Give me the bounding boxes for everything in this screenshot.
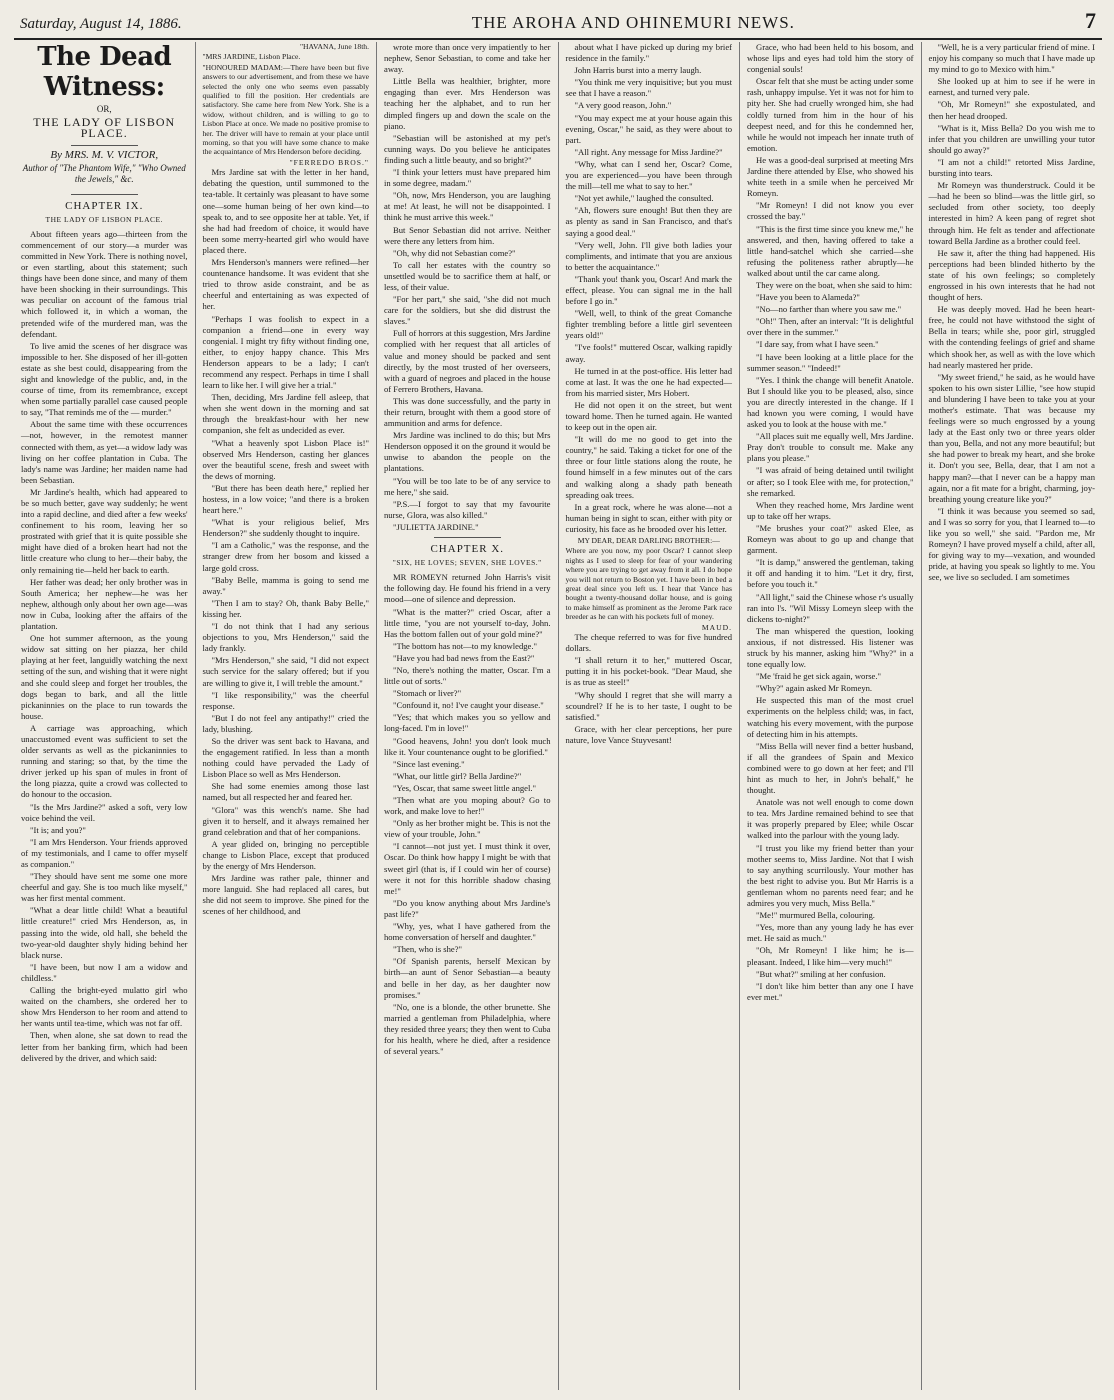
paragraph: "Why, what can I send her, Oscar? Come, you are experienced—you have been through the mill—tell me what to say to her.": [565, 158, 732, 192]
paragraph: He saw it, after the thing had happened. His perceptions had been blinded hitherto by the state of his own feelings; so completely engrossed in his own interests that he had not thought of hers.: [928, 247, 1095, 303]
paragraph: She had some enemies among those last named, but all respected her and feared her.: [202, 781, 369, 803]
paragraph: "Stomach or liver?": [393, 688, 462, 699]
paragraph: "All places suit me equally well, Mrs Jardine. Pray don't trouble to consult me. Make any plans you please.": [747, 431, 914, 464]
story-subtitle: THE LADY OF LISBON PLACE.: [33, 115, 176, 141]
paragraph: "But what?" smiling at her confusion.: [756, 968, 886, 979]
paragraph: Then, deciding, Mrs Jardine fell asleep, that when she went down in the morning and sat through the breakfast-hour with her new companion, she felt as undecided as ever.: [202, 392, 369, 436]
chapter-subheading: THE LADY OF LISBON PLACE.: [45, 214, 163, 224]
paragraph: Oscar felt that she must be acting under some rash, unhappy impulse. Yet it was not for him to pity her. She had cruelly wronged him, she had coldly turned from him in the hour of his deepest need, and for this he condemned her, while he would not impeach her innate truth of emotion.: [747, 76, 914, 153]
paragraph: "Oh, Mr Romeyn! I like him; he is—pleasant. Indeed, I like him—very much!": [747, 945, 914, 967]
paragraph: "I've fools!" muttered Oscar, walking rapidly away.: [565, 342, 732, 364]
paragraph: "I am a Catholic," was the response, and the stranger drew from her bosom and kissed a large gold cross.: [202, 540, 369, 573]
paragraph: "Have you had bad news from the East?": [393, 652, 535, 663]
story-title: The Dead Witness:: [37, 42, 172, 102]
paragraph: Mr Jardine's health, which had appeared to be so much better, gave way suddenly; he went into a rapid decline, and died after a few weeks' confinement to his room, leaving her so prostrated with grief that it is quite possible she might have died of a broken heart had not the little creature who clung to her—their baby, the only remaining tie—held her back to earth.: [21, 486, 188, 575]
paragraph: "Thank you! thank you, Oscar! And mark the effect, please. You can signal me in the hall before I go in.": [565, 273, 732, 307]
paragraph: He suspected this man of the most cruel experiments on the helpless child; was, in fact, watching his every movement, with the purpose of detecting him in his attempts.: [747, 695, 914, 739]
paragraph: This was done successfully, and the party in their return, brought with them a good store of ammunition and arms for defence.: [384, 395, 551, 429]
paragraph: "JULIETTA JARDINE.": [393, 521, 479, 532]
paragraph: "I cannot—not just yet. I must think it over, Oscar. Do think how happy I might be with that sweet girl (that is, if I could win her of course) were it not for this horrible shadow chasing me!": [384, 841, 551, 896]
paragraph: "I was afraid of being detained until twilight or after; so I took Elee with me, for protection," she remarked.: [747, 465, 914, 498]
letter-body: "HONOURED MADAM:—There have been but five answers to our advertisement, and from these we have selected the only one who seems even passably qualified to fill the position. Her credentials are satisfactory. She came here from New York. She is a widow, without children, and is willing to go to Lisbon Place at once. We made no positive promise to her. The driver will have to remain at your place until morning, so that you will have some chance to make the acquaintance of Mrs Henderson before deciding.: [202, 62, 369, 157]
paragraph: "I like responsibility," was the cheerful response.: [202, 689, 369, 711]
column-1: [14, 42, 196, 1390]
paragraph: "I dare say, from what I have seen.": [756, 339, 879, 350]
chapter-heading: CHAPTER IX.: [65, 199, 144, 212]
paragraph: "Yes, Oscar, that same sweet little angel.": [393, 782, 537, 793]
column-4-tail: [566, 632, 733, 746]
paragraph: MR ROMEYN returned John Harris's visit the following day. He found his friend in a very mood—one of silence and depression.: [384, 572, 551, 605]
paragraph: The cheque referred to was for five hundred dollars.: [565, 632, 732, 654]
paragraph: "Yes; that which makes you so yellow and long-faced. I'm in love!": [384, 712, 551, 734]
paragraph: "You may expect me at your house again this evening, Oscar," he said, as they were about to part.: [565, 112, 732, 145]
paragraph: When they reached home, Mrs Jardine went up to take off her wraps.: [747, 499, 914, 521]
paragraph: "It is; and you?": [30, 824, 86, 835]
paragraph: The man whispered the question, looking anxious, if not distressed. His listener was struck by his manner, asking him "Why?" in a tone equally low.: [747, 625, 914, 670]
paragraph: "Me!" murmured Bella, colouring.: [756, 910, 875, 921]
paragraph: "For her part," she said, "she did not much care for the soldiers, but she did distrust the slaves.": [384, 294, 551, 327]
paragraph: "All light," said the Chinese whose r's usually ran into l's. "Wil Missy Lomeyn sleep with the dickens to-night?": [747, 591, 914, 624]
paragraph: "Then I am to stay? Oh, thank Baby Belle," kissing her.: [202, 597, 369, 619]
paragraph: Little Bella was healthier, brighter, more engaging than ever. Mrs Henderson was teaching her the alphabet, and to run her dimpled fingers up and down the scale on the piano.: [384, 76, 551, 131]
author-credit: Author of "The Phantom Wife," "Who Owned the Jewels," &c.: [22, 163, 186, 185]
paragraph: "Oh!" Then, after an interval: "It is delightful over there in the summer.": [747, 316, 914, 338]
paragraph: Mrs Jardine was inclined to do this; but Mrs Henderson opposed it on the ground it would be unwise to abandon the people on the plantations.: [384, 430, 551, 474]
paragraph: "No, there's nothing the matter, Oscar. I'm a little out of sorts.": [384, 664, 551, 687]
letter-signature: "FERREDO BROS.": [289, 157, 369, 167]
paragraph: She looked up at him to see if he were in earnest, and turned very pale.: [928, 76, 1095, 98]
paragraph: Full of horrors at this suggestion, Mrs Jardine complied with her request that all articles of value and money should be packed and sent directly, by the most trusted of her overseers, with a guard of negroes and placed in the house of Ferrero Brothers, Havana.: [384, 328, 551, 394]
bank-letter: [203, 42, 370, 167]
paragraph: "Have you been to Alameda?": [756, 292, 860, 303]
paragraph: "My sweet friend," he said, as he would have spoken to his own sister Lillie, "see how stupid and blundering I have been to take you at your mother's estimate. That was because my feelings were so much engrossed by a young lady at the East only two or three years older than you, Bella, and not any more beautiful; but she had power to break my heart, and she broke it. Don't you see, Bella, dear, that I am not a happy man?—that I never can be a happy man again, nor a fit mate for a bright, charming, joy-breathing young creature like you?": [928, 371, 1095, 504]
paragraph: "Oh, Mr Romeyn!" she expostulated, and then her head drooped.: [928, 99, 1095, 121]
column-2: [196, 42, 378, 1390]
paragraph: About the same time with these occurrences—not, however, in the remotest manner connected with them, as yet—a widow lady was living on her coffee plantation in Cuba. The lady's name was Jardine; her maiden name had been Sebastian.: [21, 419, 188, 485]
story-author: By MRS. M. V. VICTOR,: [50, 149, 159, 162]
letter-salutation: MY DEAR, DEAR DARLING BROTHER:—: [577, 536, 720, 546]
column-4-body: [566, 42, 733, 535]
paragraph: "They should have sent me some one more cheerful and gay. She is too much like myself," was her first mental comment.: [21, 871, 188, 904]
paragraph: "Me brushes your coat?" asked Elee, as Romeyn was about to go up and change that garment.: [747, 522, 914, 556]
paragraph: "Then, who is she?": [393, 944, 463, 955]
column-2-body: [203, 167, 370, 917]
paragraph: "What a heavenly spot Lisbon Place is!" observed Mrs Henderson, casting her glances over the beautiful scene, fresh and sweet with the dews of morning.: [202, 437, 369, 481]
paragraph: "What is it, Miss Bella? Do you wish me to infer that you children are unwilling your tutor should go away?": [928, 122, 1095, 155]
paragraph: John Harris burst into a merry laugh.: [574, 65, 702, 76]
column-4: [559, 42, 741, 1390]
paragraph: Anatole was not well enough to come down to tea. Mrs Jardine remained behind to see that it was properly prepared by Elee; while Oscar walked into the parlour with the young lady.: [747, 797, 914, 841]
column-5: [740, 42, 922, 1390]
paragraph: Calling the bright-eyed mulatto girl who waited on the chambers, she ordered her to show Mrs Henderson to her room and attend to her wants until tea-time, which was not far off.: [21, 985, 188, 1029]
paragraph: In a great rock, where he was alone—not a human being in sight to scan, either with pity or curiosity, his face as he brooded over his letter.: [565, 501, 732, 534]
paragraph: "What, our little girl? Bella Jardine?": [393, 770, 522, 781]
paragraph: One hot summer afternoon, as the young widow sat sitting on her piazza, her child playing at her feet, languidly watching the next setting of the sun, and wishing that it were night and she could sleep and forget her troubles, the dogs began to bark, and all the little pickaninnies on the place to run towards the house.: [21, 633, 188, 721]
paragraph: "Very well, John. I'll give both ladies your compliments, and intimate that you are anxious to better the acquaintance.": [565, 239, 732, 272]
chapter-subheading: "SIX, HE LOVES; SEVEN, SHE LOVES.": [392, 558, 542, 568]
paragraph: He turned in at the post-office. His letter had come at last. It was the one he had expected—from his married sister, Mrs Hobert.: [565, 365, 732, 398]
paragraph: He was deeply moved. Had he been heart-free, he could not have withstood the sight of Bella in tears; while she, poor girl, struggled with the contending feelings of grief and shame which shook her, as well as with the love which had nearly mastered her pride.: [928, 304, 1095, 370]
issue-date: Saturday, August 14, 1886.: [20, 16, 182, 32]
paragraph: "Mrs Henderson," she said, "I did not expect such service for the salary offered; but if you are willing to give it, I will treble the amount.": [202, 655, 369, 688]
letter-dateline: "HAVANA, June 18th.: [299, 42, 369, 51]
paragraph: "Then what are you moping about? Go to work, and make love to her!": [384, 795, 551, 817]
paragraph: wrote more than once very impatiently to her nephew, Senor Sebastian, to come and take her away.: [384, 42, 551, 75]
paragraph: "It will do me no good to get into the country," he said. Taking a ticket for one of the three or four little stations along the route, he found himself in a few minutes out of the cars and walking along a shady path beneath spreading oak trees.: [565, 434, 732, 500]
paragraph: "You will be too late to be of any service to me here," she said.: [384, 475, 551, 497]
paragraph: "No, one is a blonde, the other brunette. She married a gentleman from Philadelphia, where they resided three years; they then went to Cuba for his health, where he died, after a residence of several years.": [384, 1001, 551, 1057]
letter-body: Where are you now, my poor Oscar? I cannot sleep nights as I used to sleep for fear of your wandering where you are trying to get away from it all. I do hope you will not return to Boston yet. I have been in bed a great deal since you left us. I hear that Vance has bought a twenty-thousand dollar house, and is going to make himself as prominent as the Jerome Park race breeder as he can with his pockets full of money.: [565, 546, 732, 622]
paragraph: But Senor Sebastian did not arrive. Neither were there any letters from him.: [384, 224, 551, 246]
paragraph: "Perhaps I was foolish to expect in a companion a friend—one in every way congenial. I might try fifty without finding one, either, to enjoy happy chance. This Mrs Henderson appears to be a lady; I can't recommend any respect. Perhaps in time I shall learn to like her. I will give her a trial.": [202, 313, 369, 391]
paragraph: about what I have picked up during my brief residence in the family.": [565, 42, 732, 64]
paragraph: "Sebastian will be astonished at my pet's cunning ways. Do you believe he anticipates finding such a little beauty, and so bright?": [384, 132, 551, 165]
paragraph: "P.S.—I forgot to say that my favourite nurse, Glora, was also killed.": [384, 498, 551, 520]
paragraph: "I have been looking at a little place for the summer season." "Indeed!": [747, 351, 914, 373]
column-6-body: [929, 42, 1096, 584]
paragraph: "Miss Bella will never find a better husband, if all the grandees of Spain and Mexico combined were to go down at her feet; and I'll hint as much to her, in John's behalf," he thought.: [747, 740, 914, 796]
story-title-block: [21, 42, 188, 195]
paragraph: "No—no farther than where you saw me.": [756, 304, 902, 315]
paragraph: Grace, who had been held to his bosom, and whose lips and eyes had told him the story of congenial souls!: [747, 42, 914, 75]
paragraph: "Oh, why did not Sebastian come?": [393, 247, 516, 258]
column-5-body: [747, 42, 914, 1003]
paragraph: "Well, well, to think of the great Comanche fighter trembling before a little girl seventeen years old!": [565, 308, 732, 341]
paragraph: "I think it was because you seemed so sad, and I was so sorry for you, that I learned to—to like you so well," she said. "Pardon me, Mr Romeyn? I have proved myself a child, after all, for giving way to my—vexation, and wounded pride, at having you speak so lightly to me. You see, we live so secluded. I am sometimes: [928, 505, 1095, 583]
paragraph: Grace, with her clear perceptions, her pure nature, love Vance Stuyvesant!: [565, 723, 732, 745]
paragraph: "A very good reason, John.": [574, 100, 672, 111]
paragraph: "Is the Mrs Jardine?" asked a soft, very low voice behind the veil.: [21, 801, 188, 823]
paragraph: "I am not a child!" retorted Miss Jardine, bursting into tears.: [928, 156, 1095, 179]
paragraph: "Not yet awhile," laughed the consulted.: [574, 193, 714, 204]
paragraph: He did not open it on the street, but went toward home. Then he turned again. He wanted to keep out in the open air.: [565, 399, 732, 433]
story-title-or: OR,: [96, 104, 112, 114]
paragraph: "This is the first time since you knew me," he answered, and then, having offered to take a little hand-satchel which she carried—she refusing the politeness rather abruptly—he walked about until the car came along.: [747, 223, 914, 278]
page-number: 7: [1084, 8, 1096, 33]
paragraph: "But I do not feel any antipathy!" cried the lady, blushing.: [202, 712, 369, 734]
sister-letter: [566, 536, 733, 632]
paragraph: "Why, yes, what I have gathered from the home conversation of herself and daughter.": [384, 921, 551, 943]
letter-signature: MAUD.: [701, 622, 732, 632]
paragraph: To live amid the scenes of her disgrace was impossible to her. She disposed of her ill-gotten estate as she best could, disappearing from the sight and knowledge of the public, and, in the course of time, from its remembrance, except when some partially parallel case caused people to say, "That reminds me of the — murder.": [21, 340, 188, 418]
paragraph: "All right. Any message for Miss Jardine?": [574, 146, 723, 157]
paragraph: "I trust you like my friend better than your mother seems to, Miss Jardine. Not that I wish to say anything scurrilously. Your mother has the best right to advise you. But Mr Harris is a gentleman whom no parents need fear; and he admires you very much, Miss Bella.": [747, 842, 914, 909]
paragraph: "Glora" was this wench's name. She had given it to herself, and it always remained her grand celebration and that of her companions.: [202, 804, 369, 837]
paragraph: "Confound it, no! I've caught your disease.": [393, 700, 544, 711]
chapter-x-body: [384, 572, 551, 1057]
article-columns: [14, 42, 1102, 1390]
paragraph: "Yes. I think the change will benefit Anatole. But I should like you to be pleased, also, since you are directly interested in the change. If I had known you were coming, I would have asked you to look at the house with me.": [747, 374, 914, 430]
paragraph: "Of Spanish parents, herself Mexican by birth—an aunt of Senor Sebastian—a beauty and belle in her day, as her daughter now promises.": [384, 956, 551, 1000]
paragraph: "Why?" again asked Mr Romeyn.: [756, 683, 873, 694]
paragraph: "I shall return it to her," muttered Oscar, putting it in his pocket-book. "Dear Maud, she is as true as steel!": [565, 655, 732, 688]
paragraph: Mrs Jardine was rather pale, thinner and more languid. She had replaced all cares, but she did not seem to improve. She pined for the scenes of her childhood, and: [202, 873, 369, 917]
paragraph: To call her estates with the country so unsettled would be to sacrifice them at half, or less, of their value.: [384, 259, 551, 292]
paragraph: "Since last evening.": [393, 758, 465, 769]
paragraph: About fifteen years ago—thirteen from the commencement of our story—a murder was committed in New York. There is nothing novel, or even startling, about this statement; such things have been done since, and many of them have been shocking in their surroundings. This was peculiar on account of the famous trial which followed it, in which a woman, the pretended wife of the murdered man, was the defendant.: [21, 228, 188, 339]
masthead: [14, 8, 1102, 40]
paragraph: "I have been, but now I am a widow and childless.": [21, 961, 188, 983]
paragraph: "What is your religious belief, Mrs Henderson?" she suddenly thought to inquire.: [202, 517, 369, 539]
newspaper-name: THE AROHA AND OHINEMURI NEWS.: [471, 13, 795, 32]
paragraph: Her father was dead; her only brother was in South America; her nephew—he was her nephew, although only about her own age—was now in Cuba, looking after the affairs of the plantation.: [21, 576, 188, 632]
paragraph: "I am Mrs Henderson. Your friends approved of my testimonials, and I came to offer myself as companion.": [21, 836, 188, 869]
paragraph: "Why should I regret that she will marry a scoundrel? If he is to her taste, I ought to be satisfied.": [565, 689, 732, 722]
divider: [434, 537, 501, 538]
paragraph: "Good heavens, John! you don't look much like it. Your countenance ought to be glorified.": [384, 735, 551, 757]
paragraph: "Yes, more than any young lady he has ever met. He said as much.": [747, 922, 914, 944]
divider: [71, 145, 138, 146]
paragraph: "You think me very inquisitive; but you must see that I have a reason.": [565, 77, 732, 99]
paragraph: Mrs Jardine sat with the letter in her hand, debating the question, until summoned to the tea-table. It certainly was pleasant to have some one—some human being of her own kind—to speak to, and to see opposite her at table. Yet, if she had had freedom of choice, it would have been some merry-hearted girl who would have placed there.: [202, 167, 369, 255]
paragraph: "Me 'fraid he get sick again, worse.": [756, 671, 882, 682]
paragraph: "Well, he is a very particular friend of mine. I enjoy his company so much that I have made up my mind to go to Mexico with him.": [928, 42, 1095, 75]
paragraph: "What is the matter?" cried Oscar, after a little time, "you are not yourself to-day, John. Has the bottom fallen out of your gold mine?": [384, 606, 551, 639]
paragraph: "Do you know anything about Mrs Jardine's past life?": [384, 897, 551, 919]
paragraph: A year glided on, bringing no perceptible change to Lisbon Place, except that produced by the energy of Mrs Henderson.: [202, 838, 369, 871]
paragraph: "It is damp," answered the gentleman, taking it off and handing it to him. "Let it dry, first, before you touch it.": [747, 557, 914, 590]
chapter-heading: CHAPTER X.: [430, 543, 505, 556]
paragraph: He was a good-deal surprised at meeting Mrs Jardine there attended by Else, who showed his white teeth in a smile when he perceived Mr Romeyn.: [747, 154, 914, 199]
paragraph: "What a dear little child! What a beautiful little creature!" cried Mrs Henderson, as, in passing into the wide, old hall, she beheld the two-year-old daughter shyly hiding behind her black nurse.: [21, 905, 188, 960]
column-6: [922, 42, 1103, 1390]
divider: [71, 194, 138, 195]
paragraph: Mr Romeyn was thunderstruck. Could it be—had he been so blind—was the little girl, so secluded from other society, too deeply interested in him? A keen pang of regret shot through him. He felt as tender and affectionate toward Bella Jardine as a brother could feel.: [928, 180, 1095, 246]
paragraph: "I do not think that I had any serious objections to you, Mrs Henderson," said the lady frankly.: [202, 621, 369, 654]
paragraph: "Only as her brother might be. This is not the view of your trouble, John.": [384, 818, 551, 840]
paragraph: "Baby Belle, mamma is going to send me away.": [202, 574, 369, 596]
paragraph: "But there has been death here," replied her hostess, in a low voice; "and there is a broken heart here.": [202, 482, 369, 516]
column-3: [377, 42, 559, 1390]
paragraph: "I don't like him better than any one I have ever met.": [747, 980, 914, 1002]
column-3-body: [384, 42, 551, 533]
paragraph: "The bottom has not—to my knowledge.": [393, 640, 538, 651]
paragraph: "Ah, flowers sure enough! But then they are as plenty as sand in San Francisco, and that's saying a good deal.": [565, 205, 732, 238]
paragraph: A carriage was approaching, which unaccustomed event was sufficient to set the older servants as well as the pickaninnies to running and staring; so that, by the time the driver jerked up his span of mules in front of the long piazza, quite a crowd was collected to do honour to the occasion.: [21, 722, 188, 800]
paragraph: They were on the boat, when she said to him:: [756, 279, 913, 290]
paragraph: Mrs Henderson's manners were refined—her countenance handsome. It was evident that she tried to throw aside constraint, and be as cheerful and entertaining as was expected of her.: [202, 257, 369, 312]
paragraph: "I think your letters must have prepared him in some degree, madam.": [384, 167, 551, 189]
paragraph: "Oh, now, Mrs Henderson, you are laughing at me! At least, he will not be disappointed. I think he must arrive this week.": [384, 190, 551, 223]
paragraph: "Mr Romeyn! I did not know you ever crossed the bay.": [747, 200, 914, 222]
chapter-ix-body: [21, 229, 188, 1064]
letter-salutation: "MRS JARDINE, Lisbon Place.: [202, 52, 301, 62]
paragraph: So the driver was sent back to Havana, and the engagement ratified. In less than a month nothing could have pervaded the Lady of Lisbon Place so well as Mrs Henderson.: [202, 735, 369, 780]
paragraph: Then, when alone, she sat down to read the letter from her banking firm, which had been delivered by the driver, and which said:: [21, 1030, 188, 1063]
